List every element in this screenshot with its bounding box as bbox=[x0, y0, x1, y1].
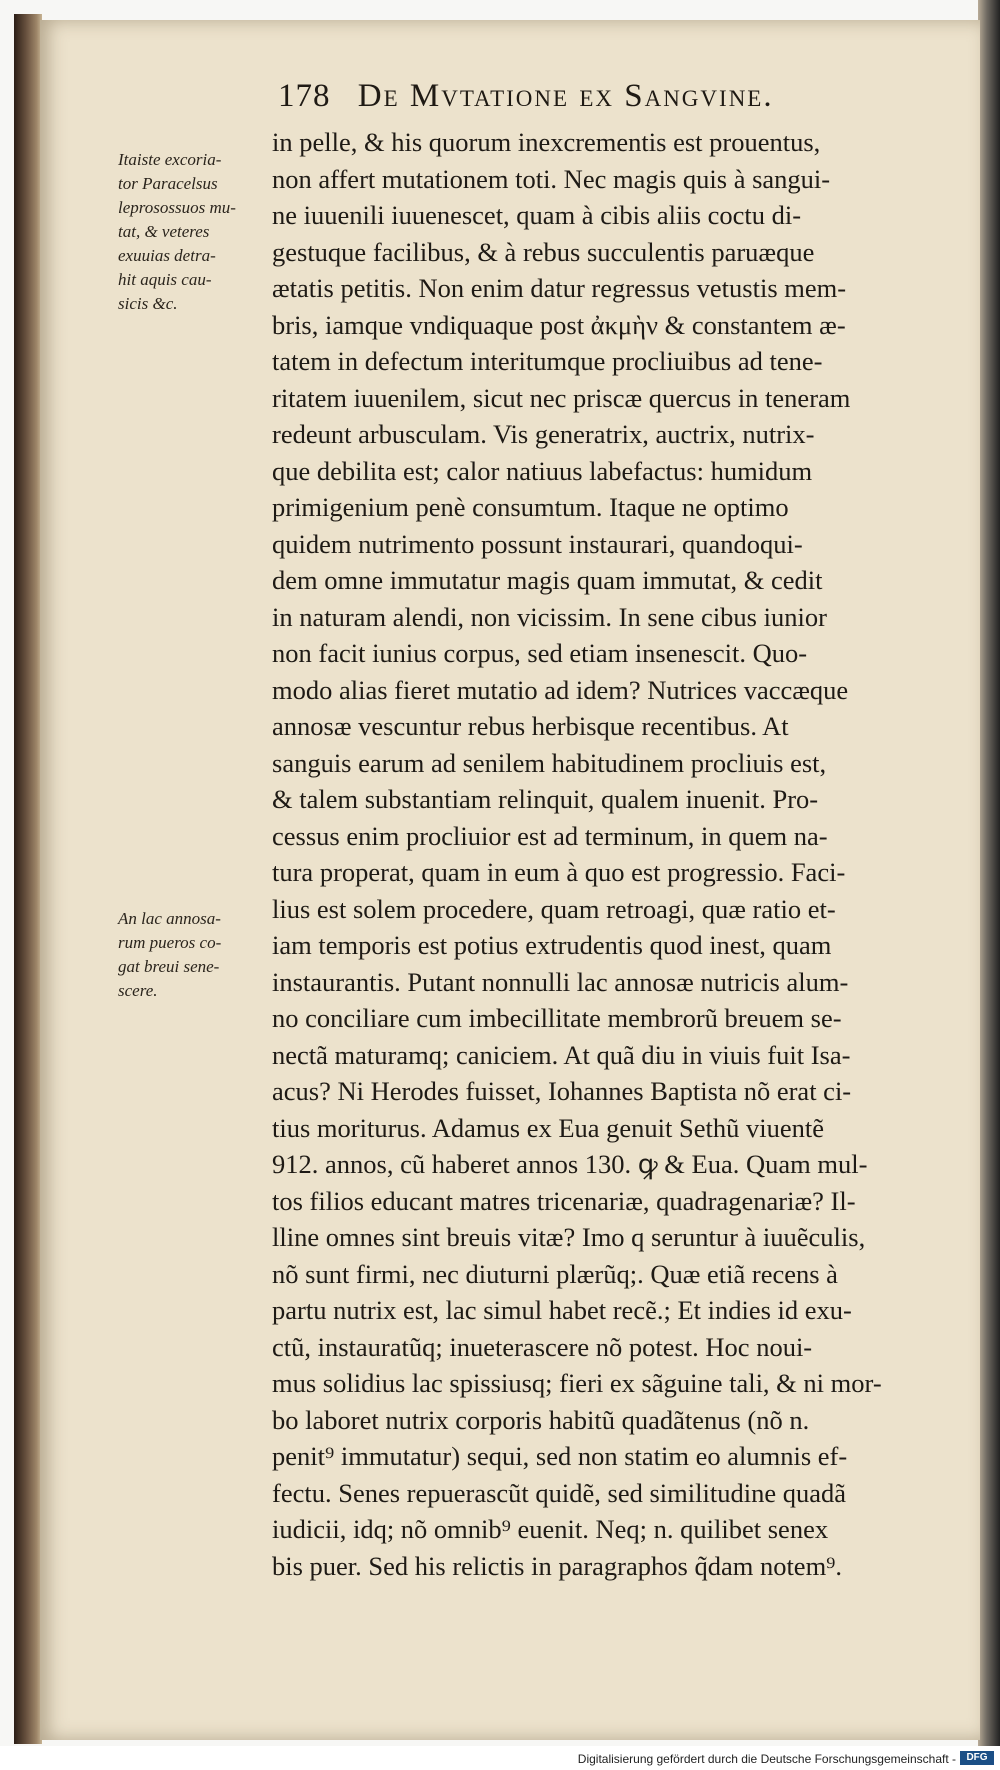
marginal-note-lac-annosarum bbox=[118, 907, 268, 1003]
marginal-note-line: tat, & veteres bbox=[118, 222, 210, 241]
marginal-note-line: sicis &c. bbox=[118, 294, 178, 313]
marginal-note-line: rum pueros co- bbox=[118, 933, 222, 952]
text-line: iudicii, idq; nõ omnib⁹ euenit. Neq; n. quilibet senex bbox=[272, 1514, 829, 1544]
running-title: De Mvtatione ex Sangvine. bbox=[357, 78, 774, 114]
marginal-note-line: gat breui sene- bbox=[118, 957, 220, 976]
text-line: sanguis earum ad senilem habitudinem procliuis est, bbox=[272, 747, 827, 778]
text-line: nectã maturamq; caniciem. At quã diu in viuis fuit Isa- bbox=[272, 1039, 851, 1070]
text-line: instaurantis. Putant nonnulli lac annosæ nutricis alum- bbox=[272, 966, 849, 997]
marginal-note-paracelsus bbox=[118, 148, 268, 316]
marginal-note-line: exuuias detra- bbox=[118, 246, 216, 265]
text-line: quidem nutrimento possunt instaurari, quandoqui- bbox=[272, 528, 803, 559]
text-line: 912. annos, cũ haberet annos 130. ꝙ & Eua. Quam mul- bbox=[272, 1149, 868, 1179]
book-fore-edge bbox=[978, 0, 1000, 1760]
text-line: ritatem iuuenilem, sicut nec priscæ quercus in teneram bbox=[272, 382, 851, 413]
text-line: iam temporis est potius extrudentis quod inest, quam bbox=[272, 930, 832, 960]
text-line: cessus enim procliuior est ad terminum, in quem na- bbox=[272, 820, 828, 851]
text-line: non affert mutationem toti. Nec magis quis à sangui- bbox=[272, 163, 831, 194]
text-line: fectu. Senes repuerascũt quidẽ, sed similitudine quadã bbox=[272, 1477, 846, 1508]
body-text bbox=[272, 124, 922, 1584]
text-line: mus solidius lac spissiusq; fieri ex sãguine tali, & ni mor- bbox=[272, 1368, 882, 1398]
text-line: ætatis petitis. Non enim datur regressus vetustis mem- bbox=[272, 273, 847, 303]
text-line: tura properat, quam in eum à quo est progressio. Faci- bbox=[272, 857, 846, 887]
text-line: redeunt arbusculam. Vis generatrix, auctrix, nutrix- bbox=[272, 419, 815, 449]
digitization-footer bbox=[0, 1746, 1000, 1770]
text-line: ctũ, instauratũq; inueterascere nõ potest. Hoc noui- bbox=[272, 1331, 813, 1362]
text-line: ne iuuenili iuuenescet, quam à cibis aliis coctu di- bbox=[272, 200, 802, 230]
text-line: non facit iunius corpus, sed etiam insenescit. Quo- bbox=[272, 638, 808, 668]
text-line: lius est solem procedere, quam retroagi, quæ ratio et- bbox=[272, 893, 836, 924]
text-line: modo alias fieret mutatio ad idem? Nutrices vaccæque bbox=[272, 674, 849, 705]
text-line: nõ sunt firmi, nec diuturni plærũq;. Quæ etiã recens à bbox=[272, 1258, 838, 1289]
page-number: 178 bbox=[278, 78, 331, 114]
text-line: penit⁹ immutatur) sequi, sed non statim eo alumnis ef- bbox=[272, 1441, 848, 1471]
text-line: in pelle, & his quorum inexcrementis est prouentus, bbox=[272, 127, 821, 157]
marginal-note-line: scere. bbox=[118, 981, 158, 1000]
funding-credit: Digitalisierung gefördert durch die Deutsche Forschungsgemeinschaft - bbox=[577, 1752, 956, 1766]
text-line: annosæ vescuntur rebus herbisque recentibus. At bbox=[272, 711, 789, 741]
book-spine-edge bbox=[14, 14, 42, 1744]
text-line: primigenium penè consumtum. Itaque ne optimo bbox=[272, 492, 789, 522]
marginal-note-line: tor Paracelsus bbox=[118, 174, 218, 193]
text-line: no conciliare cum imbecillitate membrorũ breuem se- bbox=[272, 1003, 842, 1033]
text-line: tos filios educant matres tricenariæ, quadragenariæ? Il- bbox=[272, 1185, 856, 1216]
text-line: & talem substantiam relinquit, qualem inuenit. Pro- bbox=[272, 784, 819, 814]
text-line: tatem in defectum interitumque procliuibus ad tene- bbox=[272, 346, 823, 376]
text-line: bo laboret nutrix corporis habitũ quadãtenus (nõ n. bbox=[272, 1404, 810, 1435]
text-line: acus? Ni Herodes fuisset, Iohannes Baptista nõ erat ci- bbox=[272, 1076, 852, 1106]
text-line: dem omne immutatur magis quam immutat, & cedit bbox=[272, 565, 823, 595]
text-line: que debilita est; calor natiuus labefactus: humidum bbox=[272, 455, 813, 486]
marginal-note-line: leprosossuos mu- bbox=[118, 198, 236, 217]
text-line: tius moriturus. Adamus ex Eua genuit Sethũ viuentẽ bbox=[272, 1112, 825, 1143]
text-line: bris, iamque vndiquaque post ἀκμὴν & constantem æ- bbox=[272, 309, 846, 340]
marginal-note-line: An lac annosa- bbox=[118, 909, 221, 928]
text-line: lline omnes sint breuis vitæ? Imo q seruntur à iuuẽculis, bbox=[272, 1222, 866, 1252]
marginal-note-line: hit aquis cau- bbox=[118, 270, 212, 289]
dfg-logo-icon: DFG bbox=[960, 1751, 994, 1765]
text-line: partu nutrix est, lac simul habet recẽ.; Et indies id exu- bbox=[272, 1295, 852, 1325]
text-line: gestuque facilibus, & à rebus succulentis paruæque bbox=[272, 236, 815, 267]
text-line: in naturam alendi, non vicissim. In sene cibus iunior bbox=[272, 601, 827, 632]
marginal-note-line: Itaiste excoria- bbox=[118, 150, 222, 169]
text-line: bis puer. Sed his relictis in paragraphos q̃dam notem⁹. bbox=[272, 1550, 843, 1581]
running-head bbox=[278, 78, 898, 124]
